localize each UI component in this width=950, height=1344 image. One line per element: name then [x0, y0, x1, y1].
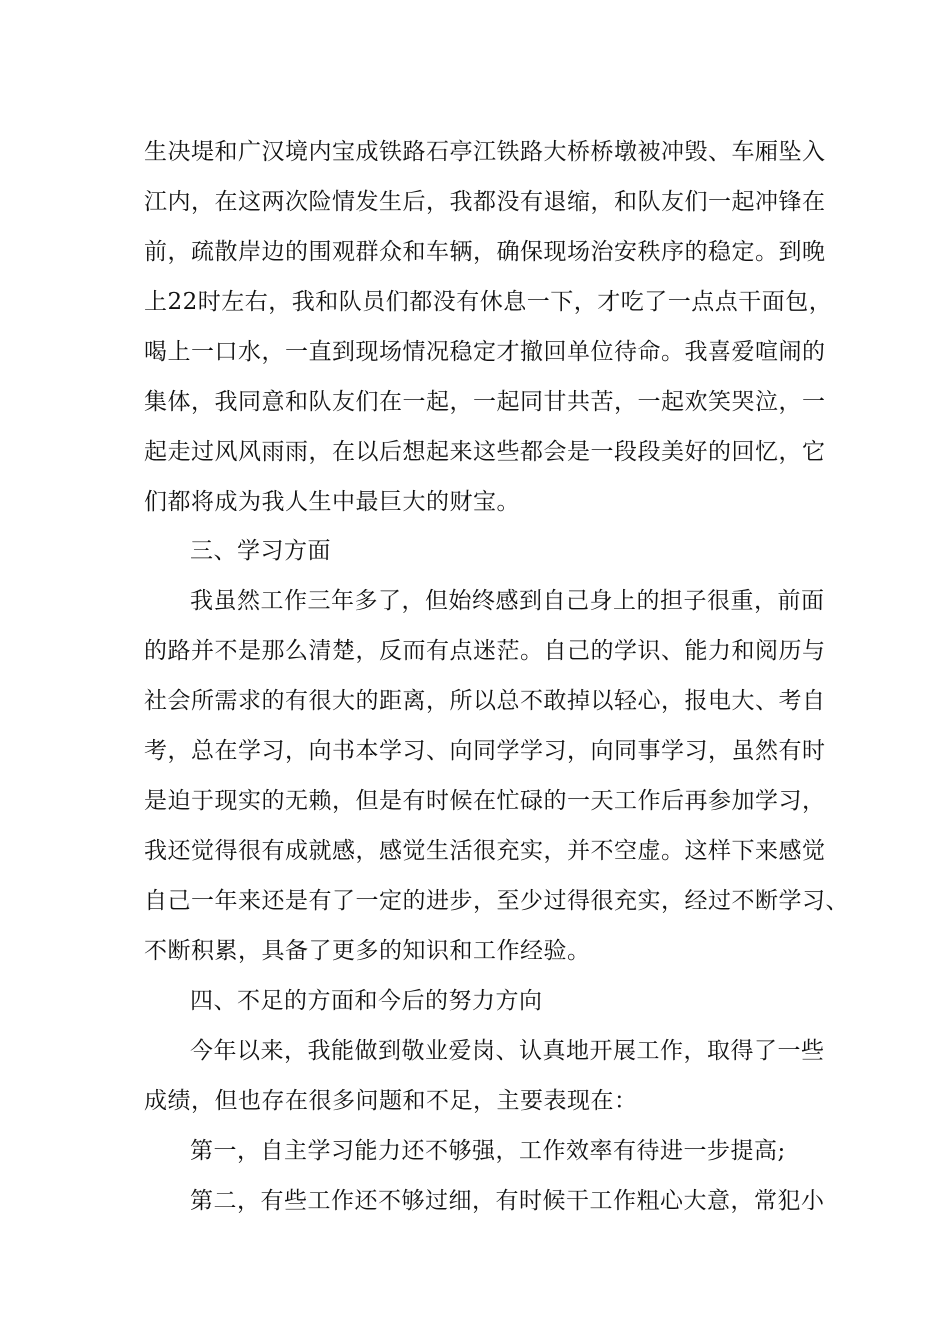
- paragraph-line: 社会所需求的有很大的距离，所以总不敢掉以轻心，报电大、考自: [144, 688, 826, 714]
- paragraph-line: 是迫于现实的无赖，但是有时候在忙碌的一天工作后再参加学习，: [144, 788, 826, 814]
- section-heading: 三、学习方面: [190, 538, 331, 564]
- paragraph-line: 成绩，但也存在很多问题和不足，主要表现在：: [144, 1088, 638, 1114]
- paragraph-line: 不断积累，具备了更多的知识和工作经验。: [144, 938, 591, 964]
- paragraph-line: 集体，我同意和队友们在一起，一起同甘共苦，一起欢笑哭泣，一: [144, 389, 826, 415]
- paragraph-line: 我还觉得很有成就感，感觉生活很充实，并不空虚。这样下来感觉: [144, 838, 826, 864]
- paragraph-line: 上22时左右，我和队员们都没有休息一下，才吃了一点点干面包，: [144, 289, 833, 315]
- paragraph-line: 们都将成为我人生中最巨大的财宝。: [144, 489, 520, 515]
- paragraph-line: 喝上一口水，一直到现场情况稳定才撤回单位待命。我喜爱喧闹的: [144, 339, 826, 365]
- section-heading: 四、不足的方面和今后的努力方向: [190, 988, 543, 1014]
- paragraph-line: 第二，有些工作还不够过细，有时候干工作粗心大意，常犯小: [190, 1188, 825, 1214]
- paragraph-line: 的路并不是那么清楚，反而有点迷茫。自己的学识、能力和阅历与: [144, 638, 826, 664]
- paragraph-line: 我虽然工作三年多了，但始终感到自己身上的担子很重，前面: [190, 588, 825, 614]
- paragraph-line: 生决堤和广汉境内宝成铁路石亭江铁路大桥桥墩被冲毁、车厢坠入: [144, 139, 826, 165]
- paragraph-line: 自己一年来还是有了一定的进步，至少过得很充实，经过不断学习、: [144, 888, 849, 914]
- paragraph-line: 今年以来，我能做到敬业爱岗、认真地开展工作，取得了一些: [190, 1038, 825, 1064]
- paragraph-line: 第一，自主学习能力还不够强，工作效率有待进一步提高;: [190, 1138, 786, 1164]
- paragraph-line: 前，疏散岸边的围观群众和车辆，确保现场治安秩序的稳定。到晚: [144, 239, 826, 265]
- paragraph-line: 江内，在这两次险情发生后，我都没有退缩，和队友们一起冲锋在: [144, 189, 826, 215]
- paragraph-line: 起走过风风雨雨，在以后想起来这些都会是一段段美好的回忆，它: [144, 439, 826, 465]
- paragraph-line: 考，总在学习，向书本学习、向同学学习，向同事学习，虽然有时: [144, 738, 826, 764]
